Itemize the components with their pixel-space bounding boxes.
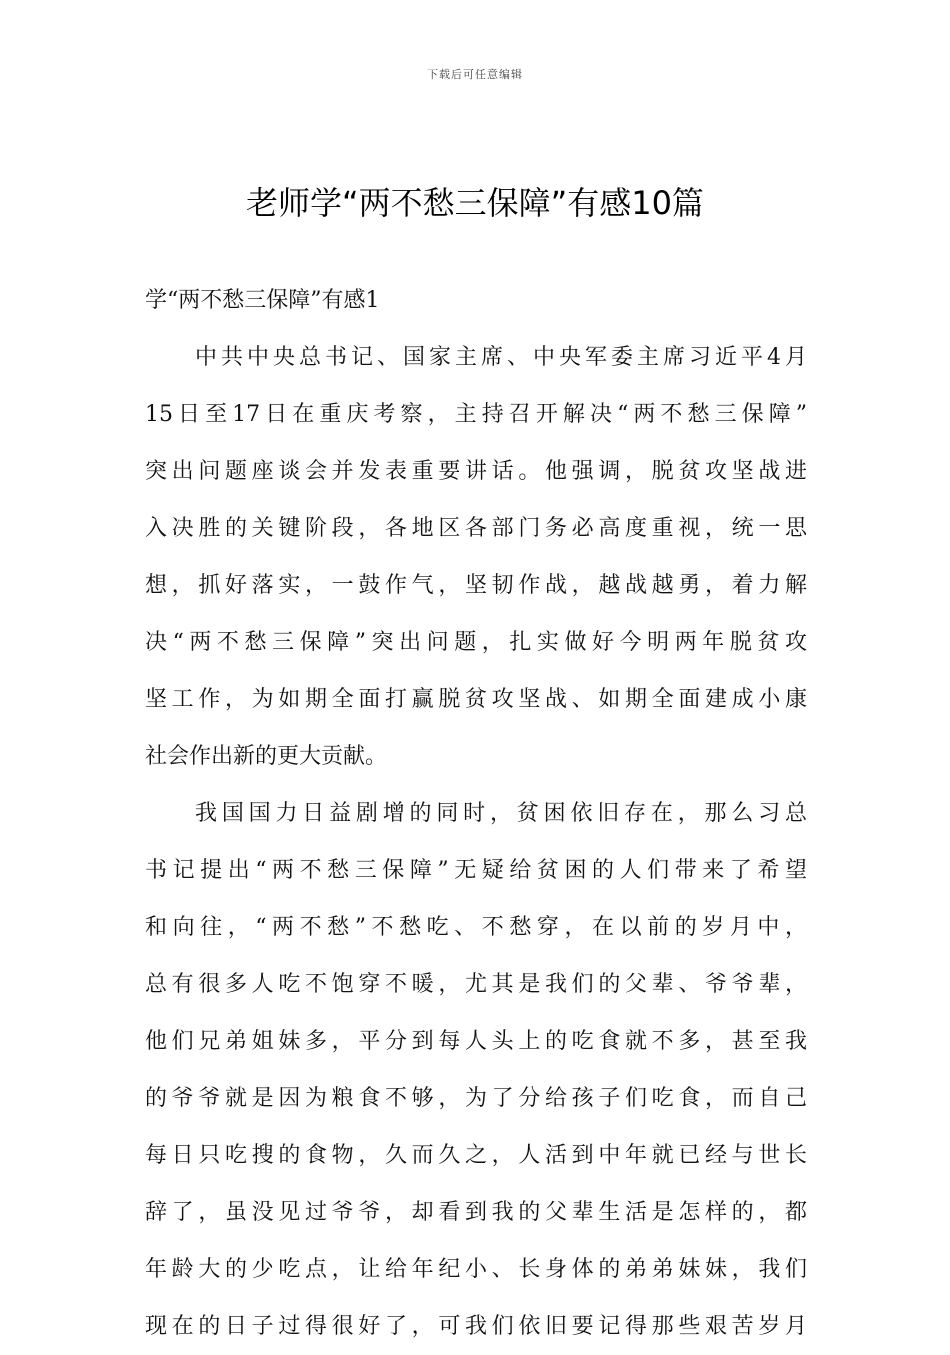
text-line: 想，抓好落实，一鼓作气，坚韧作战，越战越勇，着力解	[145, 573, 807, 598]
document-title: 老师学“两不愁三保障”有感10篇	[246, 184, 704, 222]
text-line: 的爷爷就是因为粮食不够，为了分给孩子们吃食，而自己	[145, 1086, 807, 1111]
document-body	[145, 272, 807, 1355]
text-line: 他们兄弟姐妹多，平分到每人头上的吃食就不多，甚至我	[145, 1029, 807, 1054]
text-line: 辞了，虽没见过爷爷，却看到我的父辈生活是怎样的，都	[145, 1200, 807, 1225]
text-line: 入决胜的关键阶段，各地区各部门务必高度重视，统一思	[145, 516, 807, 541]
text-line: 年龄大的少吃点，让给年纪小、长身体的弟弟妹妹，我们	[145, 1257, 807, 1282]
section-heading: 学“两不愁三保障”有感1	[145, 288, 380, 313]
text-line: 我国国力日益剧增的同时，贫困依旧存在，那么习总	[195, 801, 807, 826]
text-line: 总有很多人吃不饱穿不暖，尤其是我们的父辈、爷爷辈，	[145, 972, 807, 997]
paragraph-2	[145, 785, 807, 1355]
text-line: 每日只吃搜的食物，久而久之，人活到中年就已经与世长	[145, 1143, 807, 1168]
text-line: 15日至17日在重庆考察，主持召开解决“两不愁三保障”	[145, 402, 807, 427]
text-line: 和向往，“两不愁”不愁吃、不愁穿，在以前的岁月中，	[145, 915, 807, 940]
header-note: 下载后可任意编辑	[427, 68, 523, 81]
text-line: 现在的日子过得很好了，可我们依旧要记得那些艰苦岁月	[145, 1314, 807, 1339]
text-line: 坚工作，为如期全面打赢脱贫攻坚战、如期全面建成小康	[145, 687, 807, 712]
text-line: 中共中央总书记、国家主席、中央军委主席习近平4月	[195, 345, 807, 370]
text-line: 突出问题座谈会并发表重要讲话。他强调，脱贫攻坚战进	[145, 459, 807, 484]
text-line: 书记提出“两不愁三保障”无疑给贫困的人们带来了希望	[145, 858, 807, 883]
text-line: 社会作出新的更大贡献。	[145, 744, 388, 769]
text-line: 决“两不愁三保障”突出问题，扎实做好今明两年脱贫攻	[145, 630, 807, 655]
paragraph-1	[145, 329, 807, 785]
